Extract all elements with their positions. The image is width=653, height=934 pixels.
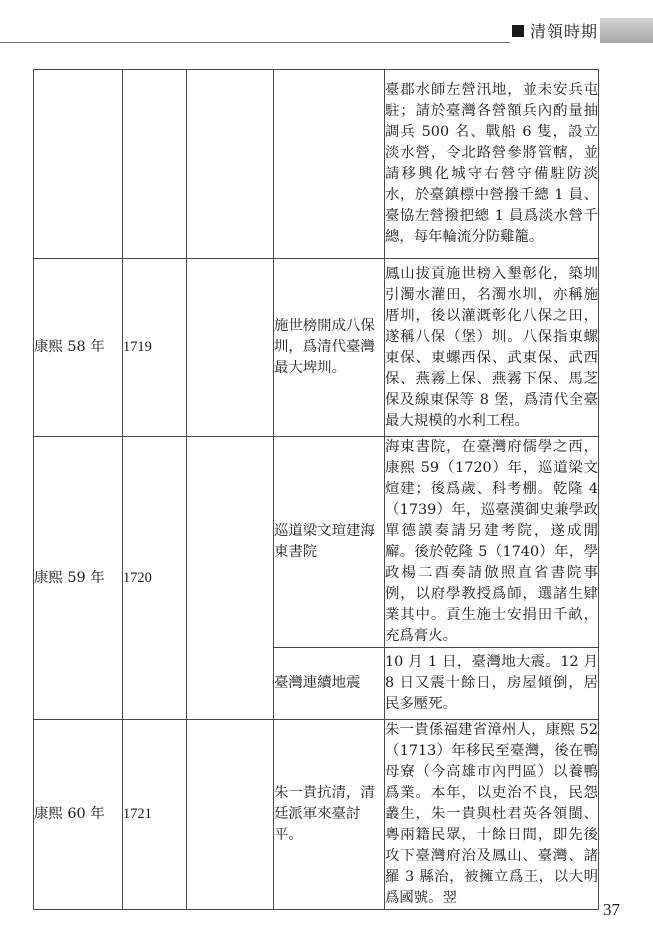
ad-year-cell: 1720	[123, 437, 187, 720]
blank-cell	[187, 70, 274, 259]
ad-year-cell	[123, 70, 187, 259]
note-cell	[385, 70, 599, 259]
event-cell	[274, 70, 385, 259]
year-cell	[34, 70, 123, 259]
year-cell: 康熙 59 年	[34, 437, 123, 720]
page-number: 37	[603, 900, 620, 919]
table-row	[34, 259, 599, 437]
note-text: 鳳山拔貢施世榜入墾彰化，築圳引濁水灌田，名濁水圳，亦稱施厝圳，後以灌溉彰化八保之田，遂稱八保（堡）圳。八保指東螺東保、東螺西保、武東保、武西保、燕霧上保、燕霧下保、馬芝保及線東保等 8 堡，爲清代全臺最大規模的水利工程。	[385, 265, 598, 429]
note-text: 朱一貴係福建省漳州人，康熙 52（1713）年移民至臺灣，後在鴨母寮（今高雄市內門區）以養鴨爲業。本年，以吏治不良，民怨叢生，朱一貴與杜君英各領閩、粵兩籍民眾，十餘日間，即先後攻下臺灣府治及鳳山、臺灣、諸羅 3 縣治，被擁立爲王，以大明爲國號。翌	[385, 722, 598, 906]
section-header	[510, 18, 600, 43]
note-text: 臺郡水師左營汛地，並未安兵屯駐；請於臺灣各營額兵內酌量抽調兵 500 名、戰船 6 隻，設立淡水營，令北路營參將管轄，並請移興化城守右營守備駐防淡水，於臺鎮標中營撥千總 1 員、臺協左營撥把總 1 員爲淡水營千總，每年輪流分防雞籠。	[385, 82, 598, 245]
year-cell: 康熙 60 年	[34, 720, 123, 910]
event-cell	[274, 720, 385, 910]
blank-cell	[187, 259, 274, 437]
note-cell	[385, 720, 599, 910]
note-cell	[385, 437, 599, 648]
blank-cell	[187, 720, 274, 910]
year-cell: 康熙 58 年	[34, 259, 123, 437]
blank-cell	[187, 437, 274, 720]
event-text: 巡道梁文瑄建海東書院	[274, 523, 375, 560]
note-cell	[385, 648, 599, 720]
table-row	[34, 70, 599, 259]
event-cell	[274, 437, 385, 648]
note-cell	[385, 259, 599, 437]
table-row	[34, 720, 599, 910]
table-row	[34, 437, 599, 648]
event-text: 朱一貴抗清，清廷派軍來臺討平。	[274, 785, 375, 843]
note-text: 海東書院，在臺灣府儒學之西，康熙 59（1720）年，巡道梁文煊建；後爲歲、科考棚。乾隆 4（1739）年，巡臺漢御史兼學政單德謨奏請另建考院，遂成閒廨。後於乾隆 5（1740）年，學政楊二酉奏請倣照直省書院事例，以府學教授爲師，選諸生肄業其中。貢生施士安捐田千畝，充爲膏火。	[385, 439, 598, 644]
event-cell: 臺灣連續地震	[274, 648, 385, 720]
ad-year-cell: 1719	[123, 259, 187, 437]
chronology-table	[33, 69, 599, 910]
event-text: 施世榜開成八保圳，爲清代臺灣最大埤圳。	[274, 318, 375, 376]
header-grey-tab	[600, 18, 653, 43]
header-rule	[0, 42, 528, 43]
square-bullet-icon	[512, 25, 524, 37]
ad-year-cell: 1721	[123, 720, 187, 910]
section-title: 清領時期	[530, 22, 599, 41]
event-cell	[274, 259, 385, 437]
note-text: 10 月 1 日，臺灣地大震。12 月 8 日又震十餘日，房屋傾倒，居民多壓死。	[385, 654, 598, 712]
